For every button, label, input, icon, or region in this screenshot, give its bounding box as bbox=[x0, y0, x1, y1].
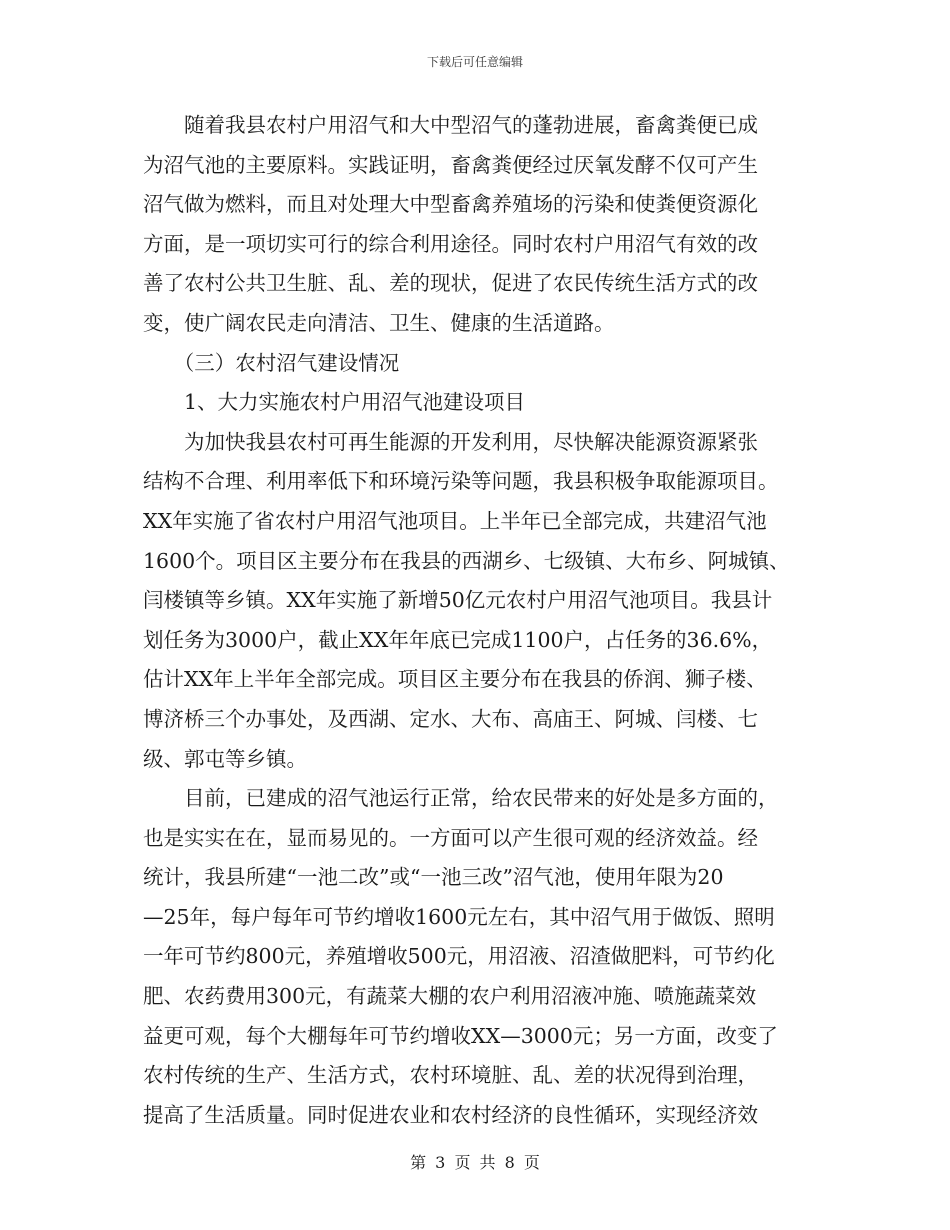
text-line: 1600个。项目区主要分布在我县的西湖乡、七级镇、大布乡、阿城镇、 bbox=[143, 548, 790, 573]
text-line: 提高了生活质量。同时促进农业和农村经济的良性循环，实现经济效 bbox=[143, 1102, 758, 1127]
text-line: 肥、农药费用300元，有蔬菜大棚的农户利用沼液冲施、喷施蔬菜效 bbox=[143, 984, 757, 1009]
text-line: 农村传统的生产、生活方式，农村环境脏、乱、差的状况得到治理， bbox=[143, 1063, 758, 1088]
text-line: 也是实实在在，显而易见的。一方面可以产生很可观的经济效益。经 bbox=[143, 825, 758, 850]
section-heading: （三）农村沼气建设情况 bbox=[143, 350, 400, 375]
document-body bbox=[143, 106, 813, 1135]
text-line: 博济桥三个办事处，及西湖、定水、大布、高庙王、阿城、闫楼、七 bbox=[143, 706, 758, 731]
text-line: 沼气做为燃料，而且对处理大中型畜禽养殖场的污染和使粪便资源化 bbox=[143, 192, 758, 217]
text-line: 结构不合理、利用率低下和环境污染等问题，我县积极争取能源项目。 bbox=[143, 469, 779, 494]
subsection-heading: 1、大力实施农村户用沼气池建设项目 bbox=[143, 390, 526, 415]
text-line: 划任务为3000户，截止XX年年底已完成1100户，占任务的36.6%， bbox=[143, 627, 773, 652]
text-line: 变，使广阔农民走向清洁、卫生、健康的生活道路。 bbox=[143, 310, 615, 335]
text-line: 益更可观，每个大棚每年可节约增收XX—3000元；另一方面，改变了 bbox=[143, 1023, 778, 1048]
text-line: 随着我县农村户用沼气和大中型沼气的蓬勃进展，畜禽粪便已成 bbox=[143, 113, 758, 137]
text-line: 估计XX年上半年全部完成。项目区主要分布在我县的侨润、狮子楼、 bbox=[143, 667, 767, 692]
page-header: 下载后可任意编辑 bbox=[426, 55, 523, 69]
text-line: 善了农村公共卫生脏、乱、差的现状，促进了农民传统生活方式的改 bbox=[143, 271, 758, 296]
text-line: XX年实施了省农村户用沼气池项目。上半年已全部完成，共建沼气池 bbox=[143, 508, 767, 533]
text-line: 目前，已建成的沼气池运行正常，给农民带来的好处是多方面的， bbox=[143, 786, 779, 811]
text-line: 为加快我县农村可再生能源的开发利用，尽快解决能源资源紧张 bbox=[143, 429, 758, 454]
page-number: 第 3 页 共 8 页 bbox=[410, 1153, 540, 1172]
text-line: 一年可节约800元，养殖增收500元，用沼液、沼渣做肥料，可节约化 bbox=[143, 944, 775, 969]
text-line: 为沼气池的主要原料。实践证明，畜禽粪便经过厌氧发酵不仅可产生 bbox=[143, 152, 758, 177]
text-line: —25年，每户每年可节约增收1600元左右，其中沼气用于做饭、照明 bbox=[143, 904, 775, 929]
text-line: 闫楼镇等乡镇。XX年实施了新增50亿元农村户用沼气池项目。我县计 bbox=[143, 588, 773, 613]
text-line: 级、郭屯等乡镇。 bbox=[143, 746, 307, 771]
text-line: 方面，是一项切实可行的综合利用途径。同时农村户用沼气有效的改 bbox=[143, 231, 758, 256]
text-line: 统计，我县所建“一池二改”或“一池三改”沼气池，使用年限为20 bbox=[143, 865, 724, 890]
